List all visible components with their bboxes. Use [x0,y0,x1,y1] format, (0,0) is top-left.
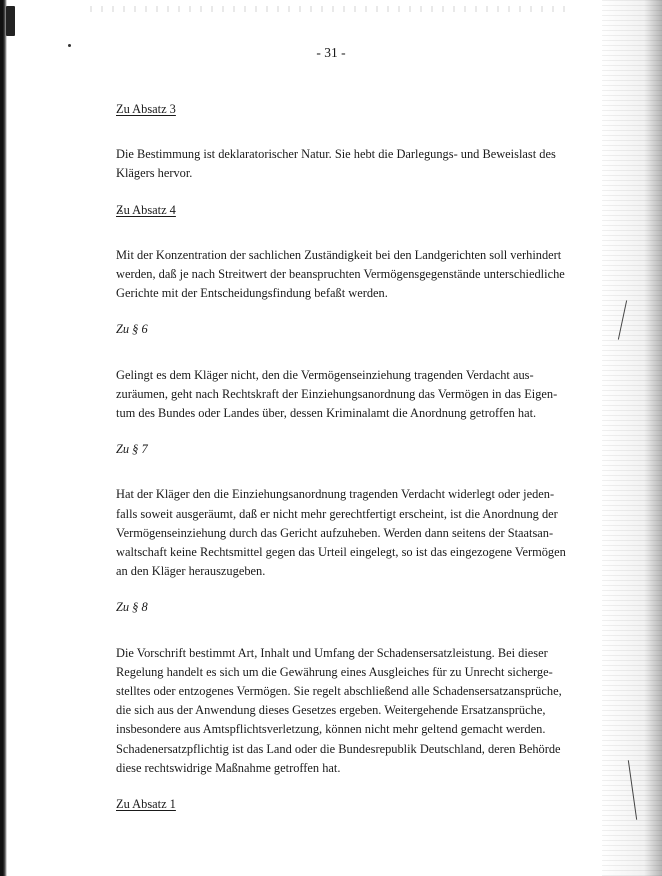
paragraph-line: Vermögenseinziehung durch das Gericht aufzuheben. Werden dann seitens der Staatsan- [116,525,554,540]
paragraph-line: Gelingt es dem Kläger nicht, den die Vermögenseinziehung tragenden Verdacht aus- [116,367,534,382]
scan-edge-right [602,0,662,876]
paragraph-line: an den Kläger herauszugeben. [116,564,266,579]
subsection-heading: Zu Absatz 3 [116,102,176,116]
paragraph-line: zuräumen, geht nach Rechtskraft der Einziehungsanordnung das Vermögen in das Eigen- [116,386,558,401]
paragraph-line: Regelung handelt es sich um die Gewährung eines Ausgleiches für zu Unrecht sicherge- [116,664,553,679]
page-number: - 31 - [316,45,346,60]
paragraph-line: Gerichte mit der Entscheidungsfindung befaßt werden. [116,286,388,301]
section-heading: Zu § 7 [116,442,148,457]
paragraph-line: die sich aus der Anwendung dieses Gesetzes ergeben. Weitergehende Ersatzansprüche, [116,703,546,718]
subsection-heading: Zu Absatz 1 [116,797,176,812]
paragraph-line: diese rechtswidrige Maßnahme getroffen hat. [116,760,341,775]
paragraph-line: stelltes oder entzogenes Vermögen. Sie regelt abschließend alle Schadensersatzansprüche, [116,684,562,699]
paragraph [116,246,565,304]
paragraph [116,366,556,424]
paragraph-line: werden, daß je nach Streitwert der beanspruchten Vermögensgegenstände unterschiedliche [116,267,565,282]
subsection-heading: Zu Absatz 4 [116,202,176,217]
paragraph-line: insbesondere aus Amtspflichtsverletzung, können nicht mehr geltend gemacht werden. [116,722,546,737]
paragraph [116,644,562,778]
section-heading: Zu § 6 [116,322,148,337]
paragraph-line: Schadenersatzpflichtig ist das Land oder die Bundesrepublik Deutschland, deren Behörde [116,741,561,756]
scan-edge-left [0,0,7,876]
paragraph-line: Die Bestimmung ist deklaratorischer Natur. Sie hebt die Darlegungs- und Beweislast des [116,147,556,162]
paragraph-line: tum des Bundes oder Landes über, dessen Kriminalamt die Anordnung getroffen hat. [116,406,537,421]
paragraph-line: Mit der Konzentration der sachlichen Zuständigkeit bei den Landgerichten soll verhindert [116,247,562,262]
scan-noise [90,6,570,12]
paragraph-line: Die Vorschrift bestimmt Art, Inhalt und Umfang der Schadensersatzleistung. Bei dieser [116,645,548,660]
paragraph [116,145,556,183]
section-heading: Zu § 8 [116,600,148,615]
paragraph-line: waltschaft keine Rechtsmittel gegen das Urteil eingelegt, so ist das eingezogene Vermögen [116,545,566,560]
paragraph-line: falls soweit ausgeräumt, daß er nicht mehr gerechtfertigt erscheint, ist die Anordnung der [116,506,558,521]
paragraph-line: Hat der Kläger den die Einziehungsanordnung tragenden Verdacht widerlegt oder jeden- [116,487,555,502]
paragraph [116,485,566,581]
document-body [116,100,566,840]
paragraph-line: Klägers hervor. [116,166,193,181]
scan-mark [6,6,15,36]
